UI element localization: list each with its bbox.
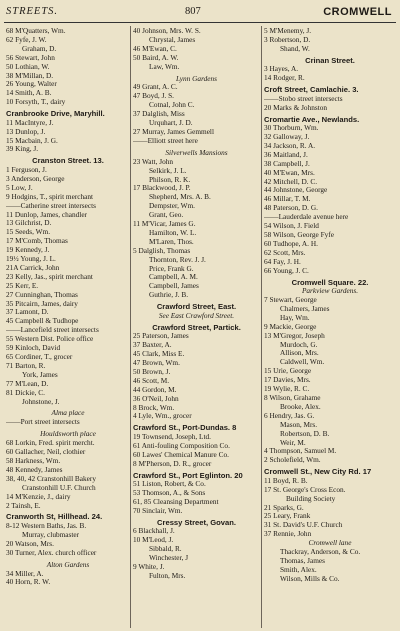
directory-entry: 25 Leary, Frank — [264, 512, 311, 521]
directory-entry: Price, Frank G. — [149, 264, 194, 273]
directory-entry: 25 Paterson, James — [133, 332, 189, 341]
directory-entry: 47 Boyd, J. S. — [133, 92, 174, 101]
directory-entry: Caldwell, Wm. — [280, 358, 325, 367]
directory-entry: 17 St. George's Cross Econ. — [264, 485, 346, 494]
directory-entry: 6 Hendry, Jas. G. — [264, 411, 315, 420]
directory-entry: 53 Thomson, A., & Sons — [133, 489, 206, 498]
directory-entry: 3 Anderson, George — [6, 174, 65, 183]
directory-entry: 77 M'Lean, D. — [6, 379, 49, 388]
directory-entry: 5 Low, J. — [6, 183, 33, 192]
directory-entry: 35 Pitcairn, James, dairy — [6, 299, 78, 308]
directory-entry: 21A Carrick, John — [6, 263, 60, 272]
directory-entry: 37 Baxter, A. — [133, 341, 172, 350]
directory-entry: ——Lancefield street intersects — [6, 326, 99, 335]
directory-entry: 51 Liston, Robert, & Co. — [133, 480, 206, 489]
directory-entry: 5 M'Menemy, J. — [264, 27, 312, 35]
directory-entry: 61, 85 Cleansing Department — [133, 497, 219, 506]
directory-entry: 50 Baird, A. W. — [133, 53, 179, 62]
directory-entry: Guthrie, J. B. — [149, 291, 189, 300]
directory-entry: ——Elliott street here — [133, 136, 198, 145]
directory-entry: 19 Wylie, R. C. — [264, 385, 310, 394]
directory-entry: 70 Sinclair, Wm. — [133, 506, 183, 515]
directory-entry: Winchester, J — [149, 554, 189, 563]
directory-entry: 21 Sparks, G. — [264, 503, 304, 512]
directory-entry: Murray, clubmaster — [22, 530, 80, 539]
directory-entry: ——Stobo street intersects — [264, 94, 343, 103]
directory-entry: 58 Wilson, George Fyfe — [264, 231, 334, 239]
directory-entry: 14 Rodger, R. — [264, 74, 305, 83]
directory-entry: 46 Millar, T. M. — [264, 195, 311, 204]
directory-entry: 27 Murray, James Gemmell — [133, 127, 214, 136]
street-heading: Cranworth St, Hillhead. 24. — [6, 512, 103, 522]
directory-entry: 31 St. David's U.F. Church — [264, 521, 343, 530]
directory-entry: Fulton, Mrs. — [149, 571, 186, 580]
directory-entry: Allison, Mrs. — [280, 349, 319, 358]
street-heading: Cranbrooke Drive, Maryhill. — [6, 109, 105, 119]
directory-entry: Cotnal, John C. — [149, 101, 195, 110]
directory-entry: 8 Brock, Wm. — [133, 403, 175, 412]
directory-entry: 17 M'Comb, Thomas — [6, 237, 68, 246]
directory-entry: 32 Galloway, J. — [264, 133, 310, 142]
directory-entry: 6 Blackhall, J. — [133, 527, 175, 536]
directory-entry: 4 Thompson, Samuel M. — [264, 447, 337, 456]
directory-entry: 11 M'Vicar, James G. — [133, 220, 196, 229]
directory-entry: Philson, R. K. — [149, 175, 191, 184]
running-header — [0, 6, 400, 22]
directory-entry: 23 Watt, John — [133, 157, 174, 166]
directory-entry: Sibbald, R. — [149, 545, 182, 554]
directory-entry: 66 Young, J. C. — [264, 266, 309, 275]
directory-entry: M'Laren, Thos. — [149, 237, 194, 246]
directory-entry: 38, 40, 42 Cranstonhill Bakery — [6, 474, 96, 483]
directory-entry: Campbell, A. M. — [149, 273, 198, 282]
directory-entry: Shand, W. — [280, 44, 310, 53]
directory-entry: 58 Harkness, Wm. — [6, 456, 61, 465]
subheading: Alma place — [51, 409, 85, 418]
directory-entry: 20 Marks & Johnston — [264, 103, 328, 112]
directory-entry: 34 Miller, A. — [6, 569, 44, 578]
directory-entry: ——Catherine street intersects — [6, 201, 96, 210]
directory-entry: 17 Blackwood, J. P. — [133, 184, 191, 193]
directory-entry: 45 Clark, Miss E. — [133, 350, 185, 359]
page-number: 807 — [185, 6, 201, 17]
directory-entry: 27 Cunninghan, Thomas — [6, 290, 78, 299]
directory-entry: 30 Thorburn, Wm. — [264, 124, 319, 133]
directory-entry: 4 Lyle, Wm., grocer — [133, 412, 192, 421]
directory-entry: 45 Campbell & Tudhope — [6, 317, 79, 326]
directory-entry: 81 Dickie, C. — [6, 388, 45, 397]
street-heading: Cromwell St., New City Rd. 17 — [264, 467, 372, 477]
street-heading: Crinan Street. — [305, 55, 355, 65]
directory-entry: 5 Dalglish, Thomas — [133, 246, 191, 255]
directory-entry: Dempster, Wm. — [149, 202, 195, 211]
directory-entry: 62 Scott, Mrs. — [264, 248, 306, 257]
directory-entry: 49 Grant, A. C. — [133, 83, 178, 92]
street-heading: Croft Street, Camlachie. 3. — [264, 85, 359, 95]
directory-entry: 8 Wilson, Grahame — [264, 394, 321, 402]
directory-entry: Thackray, Anderson, & Co. — [280, 548, 361, 557]
directory-entry: Mason, Mrs. — [280, 420, 318, 429]
catchword: CROMWELL — [323, 6, 392, 18]
directory-entry: 13 M'Gregor, Joseph — [264, 331, 325, 340]
directory-entry: 50 Brown, J. — [133, 367, 171, 376]
directory-entry: 48 Kennedy, James — [6, 465, 63, 474]
directory-entry: 25 Kerr, E. — [6, 281, 39, 290]
directory-entry: 56 Stewart, John — [6, 53, 55, 62]
directory-entry: Chrystal, James — [149, 35, 196, 44]
directory-entry: 60 Lawes' Chemical Manure Co. — [133, 450, 229, 459]
directory-entry: 48 Paterson, D. G. — [264, 204, 318, 213]
directory-entry: 8-12 Western Baths, Jas. B. — [6, 522, 87, 530]
directory-entry: 40 Horn, R. W. — [6, 578, 51, 587]
directory-entry: Chalmers, James — [280, 304, 330, 313]
directory-entry: 3 Hayes, A. — [264, 65, 299, 74]
directory-entry: 34 Jackson, R. A. — [264, 141, 316, 150]
directory-entry: Building Society — [286, 494, 336, 503]
directory-entry: 62 Fyfe, J. W. — [6, 35, 47, 44]
header-rule — [4, 22, 396, 23]
subheading: Alton Gardens — [46, 560, 90, 569]
directory-entry: Johnstone, J. — [22, 397, 60, 406]
subheading: Cromwell lane — [308, 539, 352, 548]
street-heading: Crawford St., Port-Dundas. 8 — [133, 423, 237, 433]
directory-entry: ——Port street intersects — [6, 418, 80, 427]
directory-entry: 44 Johnstone, George — [264, 186, 328, 195]
directory-entry: 9 Hodgins, T., spirit merchant — [6, 192, 94, 201]
directory-entry: 15 Seeds, Wm. — [6, 228, 51, 237]
directory-entry: 46 M'Ewan, C. — [133, 44, 177, 53]
directory-entry: 13 Gilchrist, D. — [6, 219, 52, 228]
directory-entry: 37 Lamont, D. — [6, 308, 49, 317]
directory-entry: 60 Gallacher, Neil, clothier — [6, 448, 86, 457]
directory-entry: 26 Young, Walter — [6, 80, 57, 89]
directory-entry: 42 Mitchell, D. C. — [264, 177, 318, 186]
directory-entry: Shepherd, Mrs. A. B. — [149, 193, 211, 202]
directory-entry: Brooke, Alex. — [280, 402, 321, 411]
directory-entry: Smith, Alex. — [280, 565, 317, 574]
directory-entry: Thomas, James — [280, 557, 325, 565]
column-left — [6, 27, 130, 587]
directory-entry: 60 Tudhope, A. H. — [264, 239, 318, 248]
directory-entry: 65 Cordiner, T., grocer — [6, 353, 73, 361]
directory-entry: 14 M'Kenzie, J., dairy — [6, 492, 71, 501]
directory-entry: 19½ Young, J. L. — [6, 255, 56, 264]
directory-entry: ——Lauderdale avenue here — [264, 213, 349, 222]
column-middle — [133, 27, 260, 581]
directory-entry: 46 Scott, M. — [133, 376, 170, 385]
street-heading: Cromartie Ave., Newlands. — [264, 114, 360, 124]
directory-entry: Grant, Geo. — [149, 211, 184, 220]
directory-entry: 68 Lorkin, Fred. spirit mercht. — [6, 439, 95, 448]
directory-entry: 14 Smith, A. B. — [6, 89, 52, 98]
directory-entry: Thornton, Rev. J. J. — [149, 255, 206, 264]
street-heading: Cressy Street, Govan. — [157, 517, 236, 527]
directory-entry: 40 Johnson, Mrs. W. S. — [133, 27, 201, 35]
directory-entry: Hay, Wm. — [280, 313, 310, 322]
directory-entry: 59 Kinloch, David — [6, 344, 61, 353]
directory-entry: 3 Robertson, D. — [264, 35, 311, 44]
subheading: See East Crawford Street. — [158, 311, 235, 320]
directory-entry: 11 Boyd, R. B. — [264, 476, 308, 485]
directory-entry: 40 M'Ewan, Mrs. — [264, 168, 315, 177]
directory-entry: 54 Wilson, J. Field — [264, 222, 319, 231]
directory-entry: 68 M'Quatters, Wm. — [6, 27, 66, 35]
directory-entry: 38 Campbell, J. — [264, 159, 310, 168]
directory-entry: 19 Townsend, Joseph, Ltd. — [133, 432, 211, 441]
directory-entry: 37 Rennie, John — [264, 530, 312, 539]
directory-entry: 15 Urie, George — [264, 367, 312, 376]
column-right — [264, 27, 396, 584]
directory-entry: 30 Turner, Alex. church officer — [6, 548, 97, 557]
directory-entry: 55 Western Dist. Police office — [6, 335, 94, 344]
subheading: Parkview Gardens. — [301, 287, 359, 296]
directory-entry: 2 Scholefield, Wm. — [264, 456, 321, 465]
directory-entry: 39 King, J. — [6, 145, 39, 154]
directory-entry: 8 M'Pherson, D. R., grocer — [133, 459, 212, 468]
directory-entry: 9 Mackie, George — [264, 322, 317, 331]
street-heading: Crawford Street, East. — [156, 302, 237, 312]
directory-entry: Selkirk, J. L. — [149, 166, 187, 175]
street-heading: Cranston Street. 13. — [32, 156, 104, 166]
directory-entry: 17 Davies, Mrs. — [264, 376, 311, 385]
directory-entry: 64 Fay, J. H. — [264, 257, 301, 266]
street-heading: Crawford St., Port Eglinton. 20 — [133, 470, 243, 480]
subheading: Silverwells Mansions — [165, 148, 228, 157]
directory-entry: 23 Kelly, Jas., spirit merchant — [6, 272, 93, 281]
directory-entry: 44 Gordon, M. — [133, 385, 177, 394]
directory-entry: 15 Macbain, J. G. — [6, 136, 58, 145]
directory-entry: 50 Lothian, W. — [6, 62, 50, 71]
directory-entry: Hamilton, W. L. — [149, 228, 197, 237]
directory-entry: Weir, M. — [280, 438, 306, 447]
directory-entry: 19 Kennedy, J. — [6, 246, 50, 255]
directory-entry: Graham, D. — [22, 44, 57, 53]
directory-entry: 36 O'Neil, John — [133, 394, 179, 403]
directory-entry: Robertson, D. B. — [280, 429, 330, 438]
subheading: Houldsworth place — [40, 430, 96, 439]
directory-entry: 2 Tainsh, E. — [6, 501, 41, 510]
directory-entry: 13 Dunlop, J. — [6, 127, 46, 136]
directory-entry: 1 Ferguson, J. — [6, 165, 47, 174]
directory-entry: 7 Stewart, George — [264, 296, 317, 305]
directory-entry: 61 Anti-fouling Composition Co. — [133, 441, 230, 450]
column-divider — [261, 26, 262, 628]
directory-entry: Urquhart, J. D. — [149, 119, 193, 128]
directory-entry: 9 White, J. — [133, 563, 165, 571]
directory-entry: Wilson, Mills & Co. — [280, 574, 340, 583]
subheading: Lynn Gardens — [175, 74, 218, 83]
directory-entry: 71 Barton, R. — [6, 361, 46, 370]
column-divider — [130, 26, 131, 628]
directory-entry: 10 Forsyth, T., dairy — [6, 98, 66, 107]
directory-entry: 11 Dunlop, James, chandler — [6, 210, 87, 219]
directory-entry: 10 M'Leod, J. — [133, 536, 174, 545]
directory-entry: 37 Dalglish, Miss — [133, 110, 185, 119]
directory-entry: Murdoch, G. — [280, 340, 318, 349]
directory-entry: 38 M'Millan, D. — [6, 71, 54, 80]
directory-entry: Law, Wm. — [149, 62, 180, 71]
directory-entry: 47 Brown, Wm. — [133, 359, 180, 367]
street-heading: Cromwell Square. 22. — [291, 277, 369, 287]
directory-entry: York, James — [22, 370, 58, 379]
directory-entry: 11 MacIntyre, J. — [6, 118, 54, 127]
directory-entry: Cranstonhill U.F. Church — [22, 483, 96, 492]
section-title: STREETS. — [6, 6, 59, 17]
directory-entry: 20 Watson, Mrs. — [6, 539, 54, 548]
directory-entry: 36 Maitland, J. — [264, 150, 308, 159]
street-heading: Crawford Street, Partick. — [152, 322, 241, 332]
directory-entry: Campbell, James — [149, 282, 199, 291]
